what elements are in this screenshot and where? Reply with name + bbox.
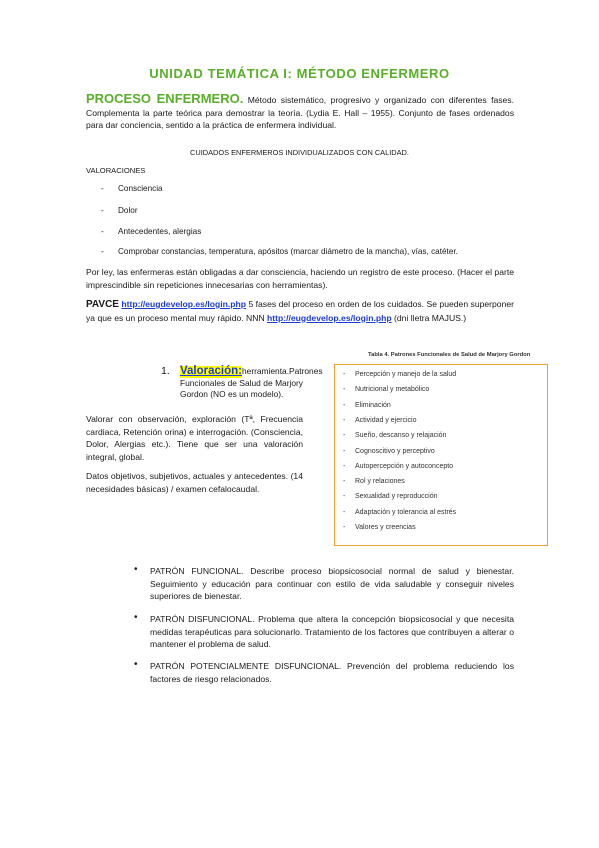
gordon-table bbox=[334, 364, 548, 546]
table-row-dash: - bbox=[343, 371, 346, 378]
table-row: Adaptación y tolerancia al estrés bbox=[355, 508, 457, 516]
datos-paragraph: Datos objetivos, subjetivos, actuales y antecedentes. (14 necesidades básicas) / examen cefalocaudal. bbox=[86, 471, 303, 494]
table-row-dash: - bbox=[343, 447, 346, 455]
valoracion-block bbox=[180, 365, 323, 401]
list-dash: - bbox=[101, 206, 104, 215]
table-row: Actividad y ejercicio bbox=[355, 416, 417, 424]
pavce-label: PAVCE bbox=[86, 299, 119, 310]
table-row: Valores y creencias bbox=[355, 524, 416, 531]
patron-potencial: PATRÓN POTENCIALMENTE DISFUNCIONAL. Prevención del problema reduciendo los factores de riesgo relacionados. bbox=[150, 661, 514, 684]
por-ley-paragraph: Por ley, las enfermeras están obligadas a dar consciencia, haciendo un registro de este proceso. (Hacer el parte imprescindible sin repeticiones innecesarias con herramientas). bbox=[86, 267, 514, 290]
table-row: Eliminación bbox=[355, 401, 391, 409]
intro-lead: PROCESO ENFERMERO. bbox=[86, 91, 244, 106]
pavce-link[interactable]: http://eugdevelop.es/login.php bbox=[121, 299, 247, 309]
table-row: Rol y relaciones bbox=[355, 478, 405, 486]
table-row-dash: - bbox=[343, 478, 346, 486]
valoraciones-heading: VALORACIONES bbox=[86, 166, 146, 175]
center-heading: CUIDADOS ENFERMEROS INDIVIDUALIZADOS CON CALIDAD. bbox=[190, 148, 409, 157]
list-dash: - bbox=[101, 184, 104, 193]
list-dash: - bbox=[101, 247, 104, 256]
table-row: Nutricional y metabólico bbox=[355, 386, 430, 394]
table-row-dash: - bbox=[343, 524, 346, 531]
intro-text: Método sistemático, progresivo y organizado con diferentes fases. Complementa la parte teórica para demostrar la teoría. (Lydia E. Hall – 1955). Conjunto de fases ordenados para dar conciencia, sentido a la práctica de enfermera individual. bbox=[86, 95, 514, 130]
bullet-icon: • bbox=[134, 612, 138, 623]
table-row: Percepción y manejo de la salud bbox=[355, 371, 457, 378]
table-row-dash: - bbox=[343, 401, 346, 409]
table-row: Autopercepción y autoconcepto bbox=[355, 462, 454, 470]
pavce-paragraph bbox=[86, 298, 514, 324]
table-row-dash: - bbox=[343, 493, 346, 501]
valoracion-number: 1. bbox=[161, 365, 170, 377]
table-row-dash: - bbox=[343, 416, 346, 424]
table-row: Sexualidad y reproducción bbox=[355, 493, 438, 501]
patron-funcional: PATRÓN FUNCIONAL. Describe proceso biopsicosocial normal de salud y bienestar. Seguimiento y educación para continuar con estilo de vida saludable y conseguir niveles superiores de bienestar. bbox=[150, 566, 514, 601]
table-caption: Tabla 4. Patrones Funcionales de Salud de Marjory Gordon bbox=[368, 352, 531, 358]
valoracion-word: Patrones bbox=[289, 366, 323, 376]
list-item: Comprobar constancias, temperatura, apósitos (marcar diámetro de la mancha), vías, catéter. bbox=[118, 247, 458, 256]
observacion-paragraph: Valorar con observación, exploración (Tª, Frecuencia cardiaca, Retención orina) e interrogación. (Consciencia, Dolor, Alergias etc.). Tiene que ser una valoración integral, global. bbox=[86, 414, 303, 462]
list-dash: - bbox=[101, 227, 104, 236]
page-title: UNIDAD TEMÁTICA I: MÉTODO ENFERMERO bbox=[149, 66, 450, 81]
table-row: Sueño, descanso y relajación bbox=[355, 432, 447, 440]
pavce-text: 5 fases del proceso en orden de los cuidados. Se pueden superponer ya que es un proceso mental muy rápido. NNN bbox=[86, 299, 514, 323]
table-row-dash: - bbox=[343, 462, 346, 470]
table-row: Cognoscitivo y perceptivo bbox=[355, 447, 435, 455]
valoracion-word: herramienta. bbox=[242, 366, 290, 376]
table-row-dash: - bbox=[343, 508, 346, 516]
pavce-text-end: (dni lletra MAJUS.) bbox=[391, 312, 467, 323]
nnn-link[interactable]: http://eugdevelop.es/login.php bbox=[267, 312, 392, 323]
table-row-dash: - bbox=[343, 432, 346, 440]
bullet-icon: • bbox=[134, 659, 138, 670]
table-row-dash: - bbox=[343, 386, 346, 394]
bullet-icon: • bbox=[134, 564, 138, 575]
list-item: Dolor bbox=[118, 206, 138, 215]
valoracion-rest: Funcionales de Salud de Marjory Gordon (NO es un modelo). bbox=[180, 377, 303, 399]
patron-disfuncional: PATRÓN DISFUNCIONAL. Problema que altera la concepción biopsicosocial y que necesita medidas terapéuticas para solucionarlo. Tratamiento de los factores que contribuyen a alterar o mantener el problema de salud. bbox=[150, 614, 514, 649]
valoracion-label: Valoración: bbox=[180, 365, 242, 377]
list-item: Antecedentes, alergias bbox=[118, 227, 202, 236]
list-item: Consciencia bbox=[118, 184, 163, 193]
valoracion-first-line bbox=[180, 365, 323, 378]
intro-paragraph bbox=[86, 93, 514, 132]
